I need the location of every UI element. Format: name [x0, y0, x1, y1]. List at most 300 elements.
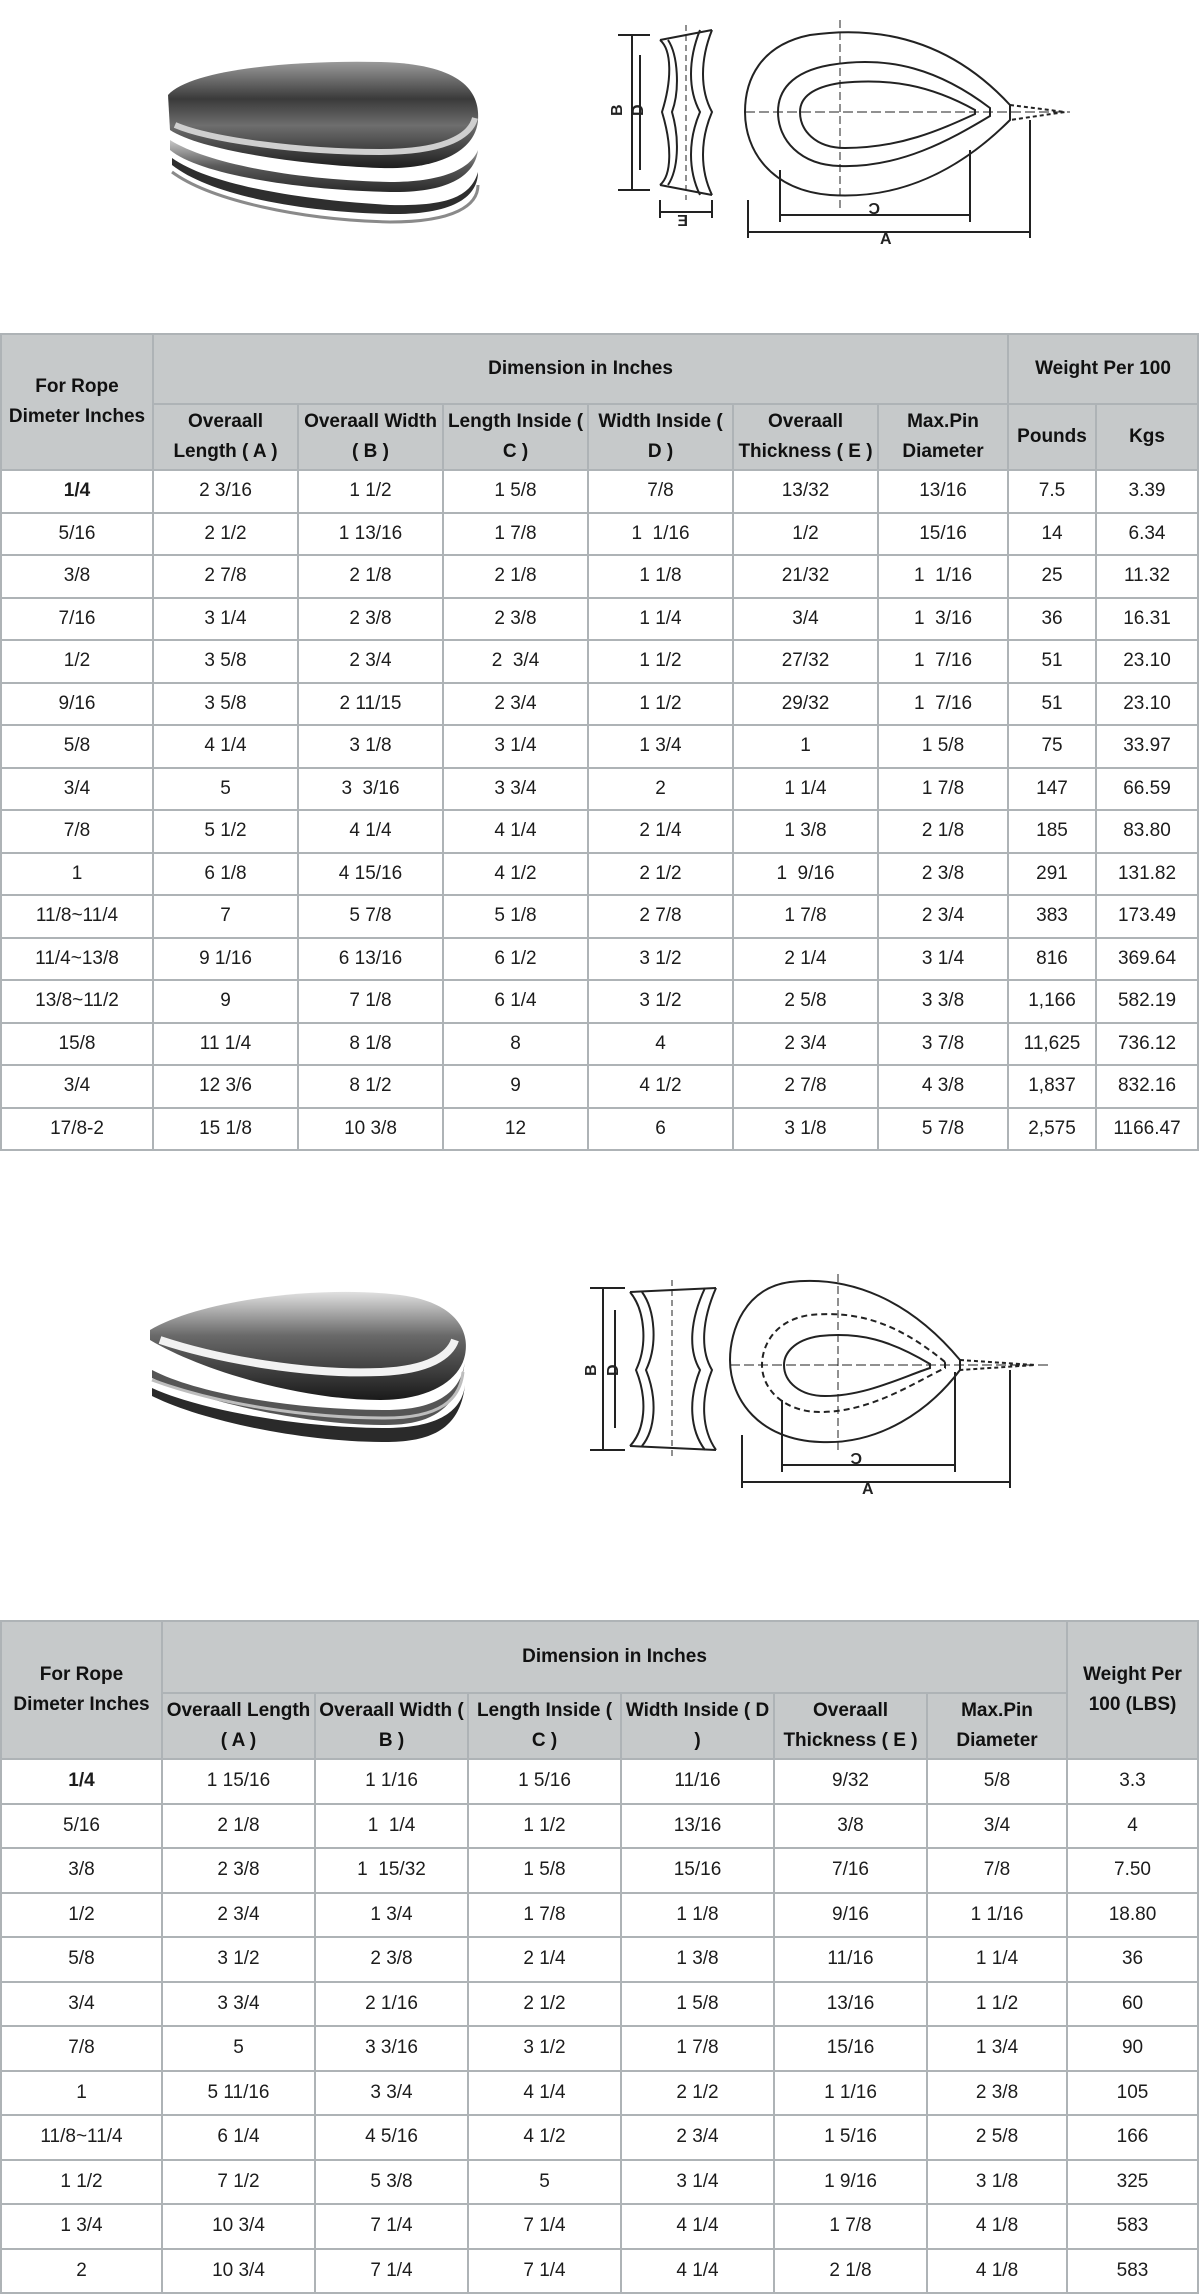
table-cell: 1 3/16	[878, 598, 1008, 641]
table-cell: 6 1/8	[153, 853, 298, 896]
table-cell: 12	[443, 1108, 588, 1151]
table-cell: 12 3/6	[153, 1065, 298, 1108]
thimble-figure-heavy	[0, 0, 1200, 330]
table-cell: 3 1/2	[162, 1937, 315, 1982]
table-cell: 36	[1067, 1937, 1198, 1982]
table-cell: 131.82	[1096, 853, 1198, 896]
table-cell: 2 1/2	[153, 513, 298, 556]
weight-header: Weight Per 100 (LBS)	[1067, 1621, 1198, 1759]
table-cell: 736.12	[1096, 1023, 1198, 1066]
rope-diameter-header: For Rope Dimeter Inches	[1, 334, 153, 470]
table-cell: 5 1/8	[443, 895, 588, 938]
table-cell: 2 3/4	[621, 2115, 774, 2160]
table-cell: 1 7/8	[468, 1893, 621, 1938]
table-cell: 1 9/16	[774, 2160, 927, 2205]
table-cell: 51	[1008, 640, 1096, 683]
table-cell: 2 1/8	[878, 810, 1008, 853]
table-cell: 3 1/4	[153, 598, 298, 641]
table-cell: 1 5/8	[878, 725, 1008, 768]
table-cell: 6 1/4	[162, 2115, 315, 2160]
table-cell: 23.10	[1096, 683, 1198, 726]
table-cell: 816	[1008, 938, 1096, 981]
table-cell: 4 3/8	[878, 1065, 1008, 1108]
table-cell: 18.80	[1067, 1893, 1198, 1938]
dim-label-b: B	[609, 104, 626, 116]
table-cell: 2 3/8	[315, 1937, 468, 1982]
table-cell: 13/16	[878, 470, 1008, 513]
rope-diameter-cell: 5/16	[1, 513, 153, 556]
table-cell: 1 1/2	[588, 683, 733, 726]
table-cell: 105	[1067, 2071, 1198, 2116]
table-row	[1, 1982, 1198, 2027]
table-cell: 4 1/4	[443, 810, 588, 853]
rope-diameter-cell: 7/16	[1, 598, 153, 641]
table-cell: 2 1/8	[443, 555, 588, 598]
table-cell: 7	[153, 895, 298, 938]
table-cell: 7.5	[1008, 470, 1096, 513]
table-row	[1, 555, 1198, 598]
col-width-inside: Width Inside ( D )	[588, 404, 733, 470]
table-cell: 25	[1008, 555, 1096, 598]
table-row	[1, 683, 1198, 726]
table-cell: 8 1/2	[298, 1065, 443, 1108]
table-cell: 6 1/4	[443, 980, 588, 1023]
table-cell: 6 13/16	[298, 938, 443, 981]
table-cell: 2 1/2	[468, 1982, 621, 2027]
table-cell: 3 1/8	[927, 2160, 1067, 2205]
col-overall-length: Overaall Length ( A )	[162, 1693, 315, 1759]
table-cell: 3 1/4	[878, 938, 1008, 981]
table-cell: 3 3/4	[162, 1982, 315, 2027]
dimension-header: Dimension in Inches	[162, 1621, 1067, 1693]
rope-diameter-cell: 5/8	[1, 725, 153, 768]
dim-label-c: C	[868, 199, 880, 216]
thimble-side-view-drawing	[618, 25, 712, 218]
table-cell: 2 1/4	[468, 1937, 621, 1982]
table-cell: 2 7/8	[733, 1065, 878, 1108]
table-cell: 1 9/16	[733, 853, 878, 896]
table-cell: 2 7/8	[153, 555, 298, 598]
rope-diameter-cell: 3/8	[1, 1848, 162, 1893]
table-cell: 8 1/8	[298, 1023, 443, 1066]
table-cell: 2 1/8	[298, 555, 443, 598]
table-cell: 6 1/2	[443, 938, 588, 981]
table-cell: 5/8	[927, 1759, 1067, 1804]
table-cell: 185	[1008, 810, 1096, 853]
thimble-photo	[168, 62, 478, 222]
rope-diameter-cell: 1	[1, 2071, 162, 2116]
table-row	[1, 2026, 1198, 2071]
rope-diameter-cell: 1/2	[1, 1893, 162, 1938]
table-cell: 3 5/8	[153, 640, 298, 683]
col-overall-length: Overaall Length ( A )	[153, 404, 298, 470]
table-cell: 1 3/8	[621, 1937, 774, 1982]
table-cell: 3 3/16	[315, 2026, 468, 2071]
table-row	[1, 1023, 1198, 1066]
table-cell: 4 5/16	[315, 2115, 468, 2160]
thimble-figure-standard	[0, 1260, 1200, 1560]
table-cell: 66.59	[1096, 768, 1198, 811]
table-cell: 5 1/2	[153, 810, 298, 853]
table-cell: 3 1/4	[621, 2160, 774, 2205]
table-cell: 3 3/16	[298, 768, 443, 811]
table-cell: 5 3/8	[315, 2160, 468, 2205]
table-cell: 147	[1008, 768, 1096, 811]
dim-label-d: D	[605, 1364, 622, 1376]
table-cell: 10 3/4	[162, 2249, 315, 2294]
table-row	[1, 2249, 1198, 2294]
table-cell: 13/32	[733, 470, 878, 513]
table-cell: 1 5/8	[621, 1982, 774, 2027]
table-cell: 11,625	[1008, 1023, 1096, 1066]
table-cell: 2 1/4	[733, 938, 878, 981]
table-cell: 2 7/8	[588, 895, 733, 938]
table-cell: 4	[588, 1023, 733, 1066]
table-cell: 4 1/2	[588, 1065, 733, 1108]
dim-label-c: C	[850, 1449, 862, 1466]
table-cell: 9/32	[774, 1759, 927, 1804]
rope-diameter-cell: 9/16	[1, 683, 153, 726]
table-row	[1, 2160, 1198, 2205]
table-row	[1, 2071, 1198, 2116]
dim-label-a: A	[880, 231, 892, 248]
table-cell: 5 7/8	[878, 1108, 1008, 1151]
rope-diameter-cell: 17/8-2	[1, 1108, 153, 1151]
table-cell: 4 15/16	[298, 853, 443, 896]
table-cell: 1 1/4	[315, 1804, 468, 1849]
table-cell: 51	[1008, 683, 1096, 726]
dim-label-e: E	[677, 211, 688, 228]
table-cell: 3/8	[774, 1804, 927, 1849]
rope-diameter-cell: 3/4	[1, 1065, 153, 1108]
rope-diameter-cell: 3/8	[1, 555, 153, 598]
thimble-front-view-drawing	[745, 20, 1070, 238]
col-kgs: Kgs	[1096, 404, 1198, 470]
table-cell: 7 1/4	[315, 2249, 468, 2294]
table-row	[1, 1108, 1198, 1151]
rope-diameter-cell: 5/8	[1, 1937, 162, 1982]
col-overall-width: Overaall Width ( B )	[298, 404, 443, 470]
rope-diameter-cell: 11/4~13/8	[1, 938, 153, 981]
table-cell: 1 15/16	[162, 1759, 315, 1804]
table-cell: 5	[153, 768, 298, 811]
dim-label-a: A	[862, 1481, 874, 1498]
table-cell: 1 3/4	[927, 2026, 1067, 2071]
table-cell: 1 5/16	[774, 2115, 927, 2160]
table-cell: 7 1/4	[468, 2204, 621, 2249]
table-row	[1, 810, 1198, 853]
table-row	[1, 1759, 1198, 1804]
table-cell: 4 1/4	[621, 2249, 774, 2294]
table-cell: 83.80	[1096, 810, 1198, 853]
table-row	[1, 2204, 1198, 2249]
table-cell: 832.16	[1096, 1065, 1198, 1108]
table-cell: 60	[1067, 1982, 1198, 2027]
table-row	[1, 768, 1198, 811]
table-cell: 7 1/8	[298, 980, 443, 1023]
table-row	[1, 513, 1198, 556]
table-cell: 1 1/4	[588, 598, 733, 641]
rope-diameter-cell: 1 1/2	[1, 2160, 162, 2205]
table-cell: 383	[1008, 895, 1096, 938]
table-cell: 325	[1067, 2160, 1198, 2205]
table-cell: 9	[443, 1065, 588, 1108]
table-row	[1, 1065, 1198, 1108]
table-cell: 1 1/8	[588, 555, 733, 598]
table-cell: 1 1/16	[927, 1893, 1067, 1938]
table-cell: 11.32	[1096, 555, 1198, 598]
table-cell: 9	[153, 980, 298, 1023]
table-cell: 1 7/8	[621, 2026, 774, 2071]
col-overall-thickness: Overaall Thickness ( E )	[733, 404, 878, 470]
rope-diameter-cell: 11/8~11/4	[1, 2115, 162, 2160]
table-cell: 7/8	[588, 470, 733, 513]
rope-diameter-cell: 3/4	[1, 1982, 162, 2027]
table-cell: 3 1/2	[588, 980, 733, 1023]
table-cell: 1166.47	[1096, 1108, 1198, 1151]
table-cell: 2,575	[1008, 1108, 1096, 1151]
table-cell: 3 5/8	[153, 683, 298, 726]
rope-diameter-cell: 1/4	[1, 470, 153, 513]
col-max-pin-diameter: Max.Pin Diameter	[878, 404, 1008, 470]
table-cell: 33.97	[1096, 725, 1198, 768]
table-cell: 13/16	[774, 1982, 927, 2027]
thimble-front-view-drawing	[730, 1274, 1050, 1488]
table-cell: 1 7/16	[878, 683, 1008, 726]
rope-diameter-cell: 1/4	[1, 1759, 162, 1804]
dimension-header: Dimension in Inches	[153, 334, 1008, 404]
heavy-thimble-table-body	[1, 470, 1198, 1150]
table-cell: 1 7/8	[443, 513, 588, 556]
table-cell: 2 3/4	[162, 1893, 315, 1938]
rope-diameter-header: For Rope Dimeter Inches	[1, 1621, 162, 1759]
table-cell: 1 3/4	[588, 725, 733, 768]
table-cell: 11/16	[774, 1937, 927, 1982]
table-row	[1, 1937, 1198, 1982]
table-cell: 2 3/4	[878, 895, 1008, 938]
table-cell: 2 3/4	[733, 1023, 878, 1066]
table-cell: 16.31	[1096, 598, 1198, 641]
table-row	[1, 725, 1198, 768]
rope-diameter-cell: 2	[1, 2249, 162, 2294]
dim-label-b: B	[583, 1364, 600, 1376]
table-cell: 5	[468, 2160, 621, 2205]
table-cell: 13/16	[621, 1804, 774, 1849]
table-cell: 2 11/15	[298, 683, 443, 726]
col-length-inside: Length Inside ( C )	[443, 404, 588, 470]
table-cell: 3 1/4	[443, 725, 588, 768]
table-cell: 2 3/4	[443, 683, 588, 726]
table-cell: 7.50	[1067, 1848, 1198, 1893]
table-cell: 8	[443, 1023, 588, 1066]
col-width-inside: Width Inside ( D )	[621, 1693, 774, 1759]
table-cell: 1,837	[1008, 1065, 1096, 1108]
table-cell: 2 3/16	[153, 470, 298, 513]
table-cell: 3 3/4	[315, 2071, 468, 2116]
table-cell: 1 1/16	[774, 2071, 927, 2116]
table-cell: 3 1/8	[733, 1108, 878, 1151]
dim-label-d: D	[630, 104, 647, 116]
table-cell: 1 5/8	[443, 470, 588, 513]
rope-diameter-cell: 13/8~11/2	[1, 980, 153, 1023]
table-cell: 7/16	[774, 1848, 927, 1893]
table-cell: 1 7/16	[878, 640, 1008, 683]
table-cell: 11 1/4	[153, 1023, 298, 1066]
table-cell: 1 3/8	[733, 810, 878, 853]
table-cell: 2 5/8	[927, 2115, 1067, 2160]
table-cell: 14	[1008, 513, 1096, 556]
table-cell: 1	[733, 725, 878, 768]
table-row	[1, 640, 1198, 683]
table-cell: 583	[1067, 2204, 1198, 2249]
weight-header: Weight Per 100	[1008, 334, 1198, 404]
table-cell: 583	[1067, 2249, 1198, 2294]
table-cell: 4 1/4	[621, 2204, 774, 2249]
table-cell: 6	[588, 1108, 733, 1151]
table-cell: 1 5/16	[468, 1759, 621, 1804]
rope-diameter-cell: 1 3/4	[1, 2204, 162, 2249]
table-cell: 2 1/8	[162, 1804, 315, 1849]
table-cell: 1 5/8	[468, 1848, 621, 1893]
table-cell: 2 1/2	[588, 853, 733, 896]
table-cell: 1 1/16	[315, 1759, 468, 1804]
table-cell: 2 3/4	[443, 640, 588, 683]
table-cell: 75	[1008, 725, 1096, 768]
table-cell: 1,166	[1008, 980, 1096, 1023]
table-row	[1, 895, 1198, 938]
table-cell: 1 1/2	[468, 1804, 621, 1849]
table-cell: 10 3/4	[162, 2204, 315, 2249]
rope-diameter-cell: 7/8	[1, 2026, 162, 2071]
heavy-thimble-spec-table	[0, 333, 1199, 1151]
table-cell: 1 1/8	[621, 1893, 774, 1938]
table-cell: 6.34	[1096, 513, 1198, 556]
col-overall-thickness: Overaall Thickness ( E )	[774, 1693, 927, 1759]
rope-diameter-cell: 3/4	[1, 768, 153, 811]
table-row	[1, 1893, 1198, 1938]
table-cell: 7/8	[927, 1848, 1067, 1893]
table-row	[1, 980, 1198, 1023]
table-cell: 9/16	[774, 1893, 927, 1938]
table-cell: 2	[588, 768, 733, 811]
table-cell: 5	[162, 2026, 315, 2071]
table-cell: 4 1/2	[468, 2115, 621, 2160]
table-cell: 3 1/2	[588, 938, 733, 981]
table-row	[1, 598, 1198, 641]
table-cell: 2 1/16	[315, 1982, 468, 2027]
table-cell: 1 1/16	[878, 555, 1008, 598]
table-cell: 2 3/4	[298, 640, 443, 683]
table-cell: 166	[1067, 2115, 1198, 2160]
table-cell: 4 1/8	[927, 2249, 1067, 2294]
table-cell: 3 3/8	[878, 980, 1008, 1023]
table-cell: 1 7/8	[774, 2204, 927, 2249]
table-cell: 7 1/2	[162, 2160, 315, 2205]
table-cell: 3 7/8	[878, 1023, 1008, 1066]
table-cell: 2 3/8	[162, 1848, 315, 1893]
table-cell: 2 1/8	[774, 2249, 927, 2294]
table-cell: 5 7/8	[298, 895, 443, 938]
table-cell: 3.3	[1067, 1759, 1198, 1804]
thimble-photo	[150, 1292, 466, 1442]
table-cell: 5 11/16	[162, 2071, 315, 2116]
table-cell: 3/4	[733, 598, 878, 641]
table-cell: 173.49	[1096, 895, 1198, 938]
table-cell: 2 5/8	[733, 980, 878, 1023]
table-cell: 11/16	[621, 1759, 774, 1804]
table-cell: 7 1/4	[468, 2249, 621, 2294]
table-row	[1, 1804, 1198, 1849]
table-cell: 2 3/8	[927, 2071, 1067, 2116]
table-row	[1, 1848, 1198, 1893]
table-cell: 1/2	[733, 513, 878, 556]
table-row	[1, 853, 1198, 896]
table-cell: 23.10	[1096, 640, 1198, 683]
table-cell: 1 15/32	[315, 1848, 468, 1893]
table-row	[1, 2115, 1198, 2160]
col-length-inside: Length Inside ( C )	[468, 1693, 621, 1759]
table-row	[1, 938, 1198, 981]
table-cell: 36	[1008, 598, 1096, 641]
table-cell: 29/32	[733, 683, 878, 726]
table-cell: 15 1/8	[153, 1108, 298, 1151]
table-cell: 9 1/16	[153, 938, 298, 981]
table-cell: 582.19	[1096, 980, 1198, 1023]
table-cell: 2 3/8	[878, 853, 1008, 896]
table-cell: 15/16	[621, 1848, 774, 1893]
table-cell: 1 1/2	[927, 1982, 1067, 2027]
table-row	[1, 470, 1198, 513]
table-cell: 1 1/16	[588, 513, 733, 556]
table-cell: 4 1/4	[298, 810, 443, 853]
table-cell: 4 1/2	[443, 853, 588, 896]
table-cell: 291	[1008, 853, 1096, 896]
table-cell: 3 1/2	[468, 2026, 621, 2071]
table-cell: 1 1/2	[298, 470, 443, 513]
standard-thimble-spec-table	[0, 1620, 1199, 2294]
col-pounds: Pounds	[1008, 404, 1096, 470]
table-cell: 1 7/8	[733, 895, 878, 938]
table-cell: 1 7/8	[878, 768, 1008, 811]
table-cell: 4	[1067, 1804, 1198, 1849]
table-cell: 4 1/4	[468, 2071, 621, 2116]
table-cell: 1 1/2	[588, 640, 733, 683]
table-cell: 4 1/4	[153, 725, 298, 768]
table-cell: 3.39	[1096, 470, 1198, 513]
table-cell: 21/32	[733, 555, 878, 598]
table-cell: 15/16	[878, 513, 1008, 556]
table-cell: 3/4	[927, 1804, 1067, 1849]
table-cell: 3 3/4	[443, 768, 588, 811]
table-cell: 2 1/2	[621, 2071, 774, 2116]
table-cell: 90	[1067, 2026, 1198, 2071]
table-cell: 1 1/4	[733, 768, 878, 811]
table-cell: 1 13/16	[298, 513, 443, 556]
table-cell: 1 1/4	[927, 1937, 1067, 1982]
rope-diameter-cell: 11/8~11/4	[1, 895, 153, 938]
standard-thimble-table-body	[1, 1759, 1198, 2293]
table-cell: 15/16	[774, 2026, 927, 2071]
rope-diameter-cell: 15/8	[1, 1023, 153, 1066]
rope-diameter-cell: 5/16	[1, 1804, 162, 1849]
table-cell: 3 1/8	[298, 725, 443, 768]
table-cell: 10 3/8	[298, 1108, 443, 1151]
table-cell: 27/32	[733, 640, 878, 683]
table-cell: 7 1/4	[315, 2204, 468, 2249]
table-cell: 2 3/8	[298, 598, 443, 641]
rope-diameter-cell: 7/8	[1, 810, 153, 853]
col-max-pin-diameter: Max.Pin Diameter	[927, 1693, 1067, 1759]
